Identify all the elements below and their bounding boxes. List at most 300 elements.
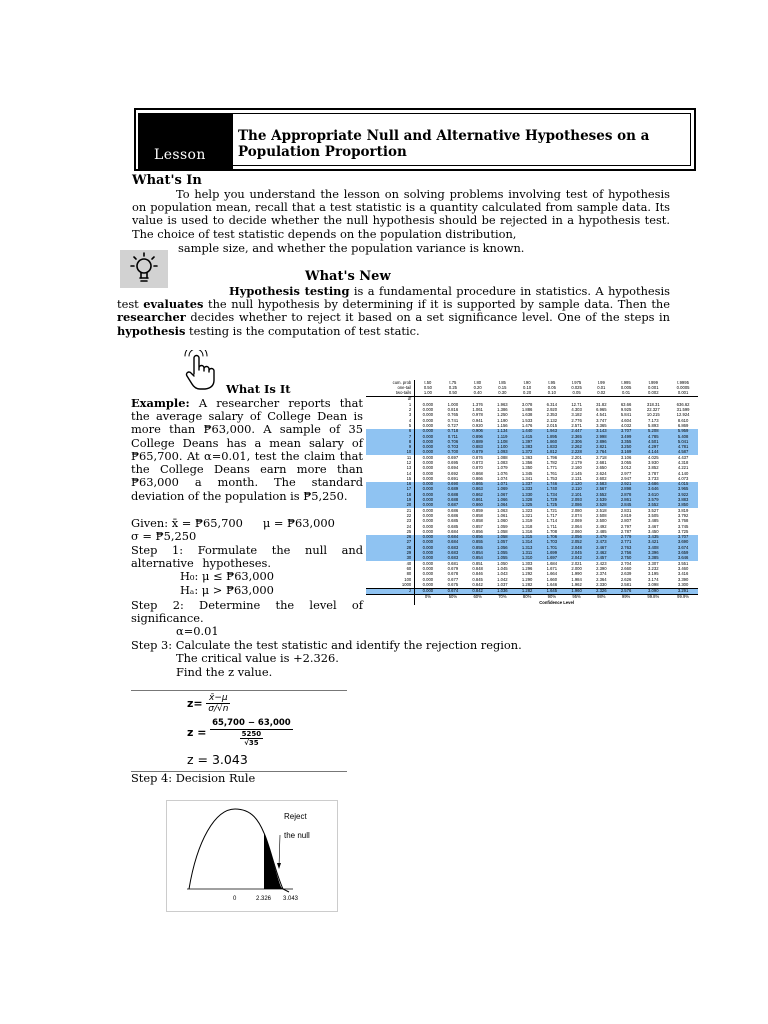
table-cell: 1.895 <box>539 434 564 439</box>
table-cell: 3.467 <box>648 523 659 529</box>
table-row-label: 29 <box>366 551 415 556</box>
table-cell: 4.501 <box>638 439 668 444</box>
critical-value-text: The critical value is +2.326. <box>176 651 339 665</box>
table-cell: t.50 <box>424 379 432 385</box>
table-cell: 2.423 <box>596 560 607 566</box>
table-cell: 0.50 <box>441 391 466 397</box>
table-cell: 1.060 <box>497 518 508 524</box>
table-cell: 1.316 <box>521 528 533 534</box>
null-hypothesis: H₀: μ ≤ ₱63,000 <box>180 569 275 583</box>
table-cell: 0.005 <box>620 384 632 390</box>
table-cell: 4.318 <box>677 460 689 465</box>
table-cell: 2.878 <box>614 492 639 497</box>
table-cell: 3.883 <box>668 498 698 503</box>
table-cell: 0.675 <box>447 581 459 587</box>
table-cell: 1.386 <box>497 407 508 413</box>
table-cell: 1.782 <box>546 460 558 465</box>
table-row-label: one-tail <box>366 385 415 390</box>
table-cell: 2.160 <box>571 465 582 471</box>
table-cell: 1.990 <box>571 571 582 577</box>
table-cell: 2.650 <box>596 465 607 471</box>
table-cell: 3.610 <box>638 492 668 497</box>
table-cell: 12.924 <box>676 412 690 418</box>
table-cell: 6.869 <box>677 422 689 428</box>
table-cell: 0.688 <box>441 492 466 497</box>
z-formula-substituted: z = $\frac{65,700 - 63,000}{\frac{5250}{√35}}$ <box>187 718 291 747</box>
table-cell: 0.000 <box>415 498 441 503</box>
table-cell: 2.819 <box>620 512 632 518</box>
table-cell: 1.860 <box>539 439 564 444</box>
given-mu: μ = ₱63,000 <box>262 516 335 530</box>
term-hypothesis: hypothesis <box>117 323 186 338</box>
table-cell: 2.374 <box>596 571 607 577</box>
table-cell: 1.108 <box>490 439 515 444</box>
table-cell: 3.090 <box>638 588 668 594</box>
table-cell: 2.069 <box>571 518 582 524</box>
table-cell: 0.000 <box>422 465 434 471</box>
table-row-label: 27 <box>366 540 415 545</box>
table-row-label: cum. prob <box>366 380 415 385</box>
table-cell: 2.447 <box>564 429 589 434</box>
table-cell: 2.787 <box>620 528 632 534</box>
table-row-label: df <box>366 396 415 402</box>
table-cell: 2.330 <box>596 581 607 587</box>
z-formula-general: z= $\frac{x̄-\mu}{\sigma/√n}$ <box>187 693 229 715</box>
table-cell: 1.740 <box>539 487 564 492</box>
table-cell: 3.659 <box>668 551 698 556</box>
table-cell: 70% <box>490 594 515 600</box>
table-cell: 3.852 <box>648 465 659 471</box>
table-cell: 0.000 <box>422 401 434 407</box>
table-cell: 2.528 <box>589 503 614 508</box>
table-cell: 4.781 <box>668 445 698 450</box>
table-cell: 1.708 <box>546 528 558 534</box>
reject-label-2: the null <box>284 831 310 840</box>
table-row-label: 17 <box>366 487 415 492</box>
table-cell: 22.327 <box>646 407 660 413</box>
table-cell: 1.190 <box>497 417 508 423</box>
table-cell: 0.679 <box>447 565 459 571</box>
table-cell: 0.000 <box>415 429 441 434</box>
table-cell: 95% <box>564 594 589 600</box>
tick-zero: 0 <box>233 896 237 902</box>
table-cell: 2.821 <box>589 445 614 450</box>
table-cell: 2.896 <box>589 439 614 444</box>
table-cell: 2.093 <box>564 498 589 503</box>
table-row-label: 9 <box>366 445 415 450</box>
table-cell: t.975 <box>571 379 582 385</box>
table-cell: 2.042 <box>564 556 589 561</box>
table-cell: 0.000 <box>422 422 434 428</box>
table-cell: 0.858 <box>472 512 483 518</box>
table-cell: 3.819 <box>677 507 689 513</box>
tick-z: 3.043 <box>283 896 299 902</box>
table-cell: 1.064 <box>490 503 515 508</box>
table-cell: 0.40 <box>465 391 490 397</box>
table-cell: 2.779 <box>614 535 639 540</box>
table-cell: 2.064 <box>571 523 582 529</box>
table-cell: 1.134 <box>490 429 515 434</box>
table-cell: 0.025 <box>571 384 582 390</box>
table-cell: 0.688 <box>441 498 466 503</box>
table-cell: 2.776 <box>571 417 582 423</box>
table-cell: 4.587 <box>668 450 698 455</box>
table-cell: 5.959 <box>668 429 698 434</box>
table-cell: 3.174 <box>648 576 659 582</box>
table-cell: 3.733 <box>648 475 659 481</box>
table-cell: 5.408 <box>668 434 698 439</box>
table-cell: 0.691 <box>447 475 459 481</box>
table-cell: 0.889 <box>465 439 490 444</box>
table-row-label: 7 <box>366 434 415 439</box>
table-cell: 1.671 <box>546 565 558 571</box>
table-cell: 0.690 <box>441 482 466 487</box>
table-cell: 0.000 <box>422 454 434 460</box>
table-cell: 31.82 <box>596 401 607 407</box>
table-cell: 1.076 <box>497 470 508 476</box>
lesson-tab <box>138 113 233 169</box>
table-cell: 1.645 <box>539 588 564 594</box>
table-cell: 1.083 <box>497 460 508 465</box>
table-cell: 0.000 <box>422 512 434 518</box>
table-cell: 2.179 <box>571 460 582 465</box>
table-cell: 3.143 <box>589 429 614 434</box>
table-cell: 2.898 <box>614 487 639 492</box>
term-hypothesis-testing: Hypothesis testing <box>229 284 350 298</box>
table-cell: 1.796 <box>546 454 558 460</box>
table-cell: 3.579 <box>638 498 668 503</box>
table-cell: 2.756 <box>614 551 639 556</box>
table-cell: 2.492 <box>596 523 607 529</box>
table-cell: 0.000 <box>415 450 441 455</box>
table-cell: 1.318 <box>521 523 533 529</box>
table-cell: 0.000 <box>415 439 441 444</box>
table-cell: 2.639 <box>620 571 632 577</box>
given-sigma: σ = ₱5,250 <box>131 529 197 543</box>
table-row-label: 4 <box>366 418 415 423</box>
alternative-hypothesis: Hₐ: μ > ₱63,000 <box>180 583 274 597</box>
table-cell: 2.681 <box>596 460 607 465</box>
step4-text: Step 4: Decision Rule <box>131 771 256 785</box>
table-cell: 0.681 <box>447 560 459 566</box>
t-table <box>366 380 698 605</box>
table-cell: 0.870 <box>472 465 483 471</box>
table-cell: 0.765 <box>447 412 459 418</box>
table-cell: 3.922 <box>668 492 698 497</box>
table-cell: t.85 <box>498 379 506 385</box>
table-cell: 4.437 <box>677 454 689 460</box>
table-row-label: 14 <box>366 471 415 476</box>
table-cell: 2.110 <box>564 487 589 492</box>
table-cell: 2.539 <box>589 498 614 503</box>
table-cell: 0.873 <box>472 460 483 465</box>
given-line: Given: x̄ = ₱65,700 μ = ₱63,000 <box>131 516 335 530</box>
table-row-label: 18 <box>366 492 415 497</box>
tick-critical: 2.326 <box>256 896 272 902</box>
table-cell: 4.144 <box>638 450 668 455</box>
table-cell: 2.145 <box>571 470 582 476</box>
find-z-text: Find the z value. <box>176 665 273 679</box>
table-cell: 2.763 <box>614 545 639 550</box>
table-cell: 0.000 <box>415 551 441 556</box>
table-cell: 1.372 <box>515 450 540 455</box>
table-cell: 2.947 <box>620 475 632 481</box>
table-cell: 63.66 <box>620 401 632 407</box>
table-cell: 0.15 <box>498 384 507 390</box>
table-cell: 1.067 <box>490 492 515 497</box>
table-cell: 0.683 <box>441 556 466 561</box>
example-paragraph: Example: A researcher reports that the average salary of College Dean is more than ₱63,000. A sample of 35 College Deans has a mean salary of ₱65,700. At α=0.01, test the claim that the College Deans earn more than ₱63,000 a month. The standard deviation of the population is ₱5,250. <box>131 396 363 503</box>
table-cell: 3.965 <box>668 487 698 492</box>
table-cell: t.80 <box>474 379 482 385</box>
term-evaluates: evaluates <box>143 297 204 312</box>
table-cell: 2.583 <box>589 482 614 487</box>
table-cell: 2.718 <box>596 454 607 460</box>
table-cell: 1.714 <box>546 518 558 524</box>
table-cell: 1.088 <box>497 454 508 460</box>
table-cell: 2.998 <box>589 434 614 439</box>
table-cell: 2.306 <box>564 439 589 444</box>
table-cell: 0.674 <box>441 588 466 594</box>
table-cell: 6.965 <box>596 407 607 413</box>
table-cell: 2.390 <box>596 565 607 571</box>
table-cell: 2.921 <box>614 482 639 487</box>
table-cell: 2.861 <box>614 498 639 503</box>
table-cell: 0.000 <box>422 475 434 481</box>
term-researcher: researcher <box>117 310 186 325</box>
table-confidence-label-row <box>366 600 698 605</box>
whats-in-paragraph: To help you understand the lesson on solving problems involving test of hypothesis on population mean, recall that a test statistic is a quantity calculated from sample data. Its value is used to decide whether the null hypothesis should be rejected in a hypothesis test. The choice of test statistic depends on the population distribution, <box>132 187 670 241</box>
table-cell: 1.119 <box>490 434 515 439</box>
table-cell: 1.079 <box>497 465 508 471</box>
table-cell: 1.746 <box>539 482 564 487</box>
table-cell: 1.697 <box>539 556 564 561</box>
table-cell: 2.500 <box>596 518 607 524</box>
table-cell: 2.626 <box>620 576 632 582</box>
table-cell: t.75 <box>449 379 457 385</box>
table-cell: 0.000 <box>422 560 434 566</box>
table-cell: 0.000 <box>415 503 441 508</box>
step1-text: Step 1: Formulate the null and alternative hypotheses. <box>131 543 363 571</box>
table-cell: 0.685 <box>447 523 459 529</box>
table-cell: 3.078 <box>521 401 533 407</box>
table-cell: 2.052 <box>564 540 589 545</box>
table-cell: 2.086 <box>564 503 589 508</box>
table-cell: 0.865 <box>465 482 490 487</box>
table-cell: 6.314 <box>546 401 558 407</box>
table-cell: 1.376 <box>472 401 483 407</box>
table-cell: 4.303 <box>571 407 582 413</box>
table-cell: 3.725 <box>677 528 689 534</box>
table-cell: 0.941 <box>472 417 483 423</box>
table-row-label: two-tails <box>366 391 415 397</box>
table-cell: 0.000 <box>422 518 434 524</box>
table-cell: 3.768 <box>677 518 689 524</box>
table-cell: t.95 <box>548 379 556 385</box>
table-cell: 1.962 <box>571 581 582 587</box>
table-cell: 2.467 <box>589 545 614 550</box>
table-cell: 1.711 <box>546 523 557 529</box>
alpha-value: α=0.01 <box>176 624 219 638</box>
table-cell: 5.208 <box>638 429 668 434</box>
table-cell: 5.041 <box>668 439 698 444</box>
table-cell: 3.421 <box>638 540 668 545</box>
table-cell: 636.62 <box>676 401 690 407</box>
table-cell: 0.000 <box>422 576 434 582</box>
table-row-label: 30 <box>366 556 415 561</box>
table-cell: 4.015 <box>668 482 698 487</box>
table-cell: 1.664 <box>546 571 558 577</box>
table-cell: 0.697 <box>447 454 459 460</box>
table-cell: 1.350 <box>521 465 533 471</box>
table-cell: 0.000 <box>422 571 434 577</box>
table-row-label: 6 <box>366 429 415 434</box>
table-cell: 1.734 <box>539 492 564 497</box>
table-cell: 1.061 <box>497 512 508 518</box>
example-label: Example: <box>131 396 190 410</box>
table-cell: 0.845 <box>472 576 483 582</box>
table-cell: 1.056 <box>490 545 515 550</box>
table-cell: 90% <box>539 594 564 600</box>
table-cell: 0.000 <box>422 507 434 513</box>
table-cell: 2.920 <box>546 407 558 413</box>
table-cell: 2.060 <box>571 528 582 534</box>
table-cell: 0.677 <box>447 576 459 582</box>
table-cell: 1.533 <box>521 417 533 423</box>
table-cell: 1.000 <box>447 401 459 407</box>
table-cell: 3.195 <box>648 571 659 577</box>
table-row-label: 80 <box>366 572 415 577</box>
table-cell: 1.812 <box>539 450 564 455</box>
table-cell: 0.002 <box>638 391 668 397</box>
table-cell: 0.842 <box>472 581 483 587</box>
table-cell: 0.706 <box>441 439 466 444</box>
table-cell: 4.025 <box>648 454 659 460</box>
table-cell: 0.30 <box>490 391 515 397</box>
table-cell: 0.000 <box>422 417 434 423</box>
table-cell: 2.045 <box>564 551 589 556</box>
table-cell: 1.984 <box>571 576 582 582</box>
table-cell: t.90 <box>523 379 531 385</box>
table-cell: 2.771 <box>614 540 639 545</box>
table-cell: 3.232 <box>648 565 659 571</box>
table-row-label: 19 <box>366 498 415 503</box>
table-cell: 1.323 <box>521 507 533 513</box>
table-row-label: 40 <box>366 561 415 566</box>
table-cell: 0.000 <box>422 581 434 587</box>
table-cell: 1.383 <box>515 445 540 450</box>
table-row-label: 5 <box>366 423 415 428</box>
table-cell: 1.042 <box>497 576 508 582</box>
table-cell: 1.315 <box>515 535 540 540</box>
normal-curve-svg <box>167 801 337 911</box>
table-cell: 2.624 <box>596 470 607 476</box>
table-cell: 1.761 <box>546 470 558 476</box>
table-cell: 0.000 <box>415 535 441 540</box>
table-cell: 0.683 <box>441 551 466 556</box>
table-row-label: 26 <box>366 535 415 540</box>
table-cell: 0.000 <box>415 445 441 450</box>
table-cell: 0.000 <box>422 528 434 534</box>
table-cell: 1.074 <box>497 475 508 481</box>
table-cell: 0.20 <box>473 384 482 390</box>
table-cell: 1.646 <box>546 581 558 587</box>
table-cell: 2.704 <box>620 560 632 566</box>
table-cell: 0.854 <box>465 556 490 561</box>
table-cell: 1.943 <box>539 429 564 434</box>
table-cell: 2.228 <box>564 450 589 455</box>
table-cell: 0.727 <box>447 422 459 428</box>
table-cell: 1.310 <box>515 556 540 561</box>
table-cell: 3.300 <box>677 581 689 587</box>
table-cell: 2.262 <box>564 445 589 450</box>
table-cell: 1.319 <box>521 518 533 524</box>
table-cell: 1.638 <box>521 412 533 418</box>
table-cell: 1.886 <box>521 407 533 413</box>
table-cell: 4.221 <box>677 465 689 471</box>
table-cell: 0.0005 <box>676 384 690 390</box>
table-cell: 0.857 <box>472 523 483 529</box>
table-cell: 1.701 <box>539 545 564 550</box>
table-cell: 5.841 <box>620 412 632 418</box>
table-cell: 0.703 <box>441 445 466 450</box>
table-cell: 0.862 <box>465 492 490 497</box>
table-cell: 2.326 <box>589 588 614 594</box>
table-cell: 0.01 <box>614 391 639 397</box>
table-cell: 0.700 <box>441 450 466 455</box>
table-cell: 0.05 <box>547 384 556 390</box>
table-cell: 3.686 <box>638 482 668 487</box>
table-cell: 3.169 <box>614 450 639 455</box>
table-cell: 4.541 <box>596 412 607 418</box>
table-cell: 0.842 <box>465 588 490 594</box>
table-cell: 2.602 <box>596 475 607 481</box>
table-cell: 0.000 <box>415 482 441 487</box>
table-cell: 1.055 <box>490 556 515 561</box>
table-row-label: 3 <box>366 413 415 418</box>
whats-in-heading: What's In <box>132 173 202 188</box>
table-cell: 1.156 <box>497 422 508 428</box>
table-row-label: 23 <box>366 519 415 524</box>
table-cell: 3.505 <box>648 512 659 518</box>
confidence-level-label: Confidence Level <box>539 599 574 605</box>
table-cell: 1.057 <box>490 540 515 545</box>
table-row-label: 2 <box>366 407 415 412</box>
table-cell: 1.963 <box>497 401 508 407</box>
table-cell: 2.080 <box>571 507 582 513</box>
table-cell: 1.325 <box>515 503 540 508</box>
table-cell: 99.8% <box>638 594 668 600</box>
table-cell: 3.408 <box>638 545 668 550</box>
table-cell: 0.10 <box>539 391 564 397</box>
table-cell: 3.012 <box>620 465 632 471</box>
table-cell: 0.686 <box>447 512 459 518</box>
table-cell: 3.792 <box>677 512 689 518</box>
table-cell: 50% <box>441 594 466 600</box>
table-cell: 2.462 <box>589 551 614 556</box>
table-cell: 1.055 <box>490 551 515 556</box>
table-cell: t.999 <box>648 379 658 385</box>
table-cell: 2.056 <box>564 535 589 540</box>
table-row-label: 8 <box>366 439 415 444</box>
table-cell: 1.100 <box>490 445 515 450</box>
table-cell: 1.250 <box>497 412 508 418</box>
table-cell: 318.31 <box>646 401 660 407</box>
table-cell: 2.365 <box>564 434 589 439</box>
table-cell: 0.05 <box>564 391 589 397</box>
table-cell: 1.960 <box>564 588 589 594</box>
z-formula-box <box>131 690 347 772</box>
